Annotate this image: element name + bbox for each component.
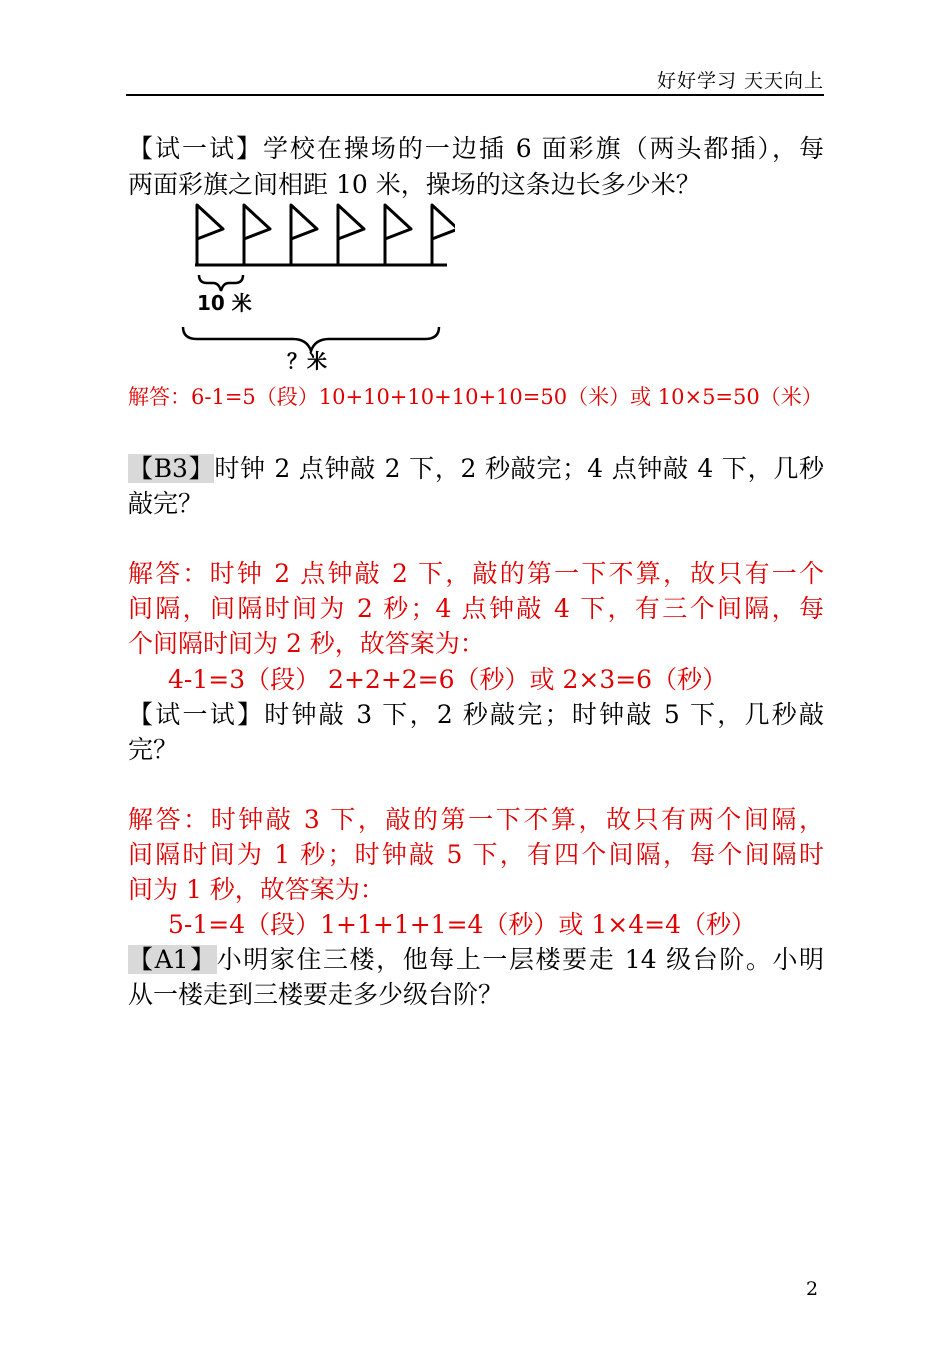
answer-b3-line4: 4-1=3（段） 2+2+2=6（秒）或 2×3=6（秒） bbox=[168, 665, 728, 694]
header-rule bbox=[126, 94, 824, 96]
a1-tag: 【A1】 bbox=[128, 945, 217, 974]
segment-label: 10 米 bbox=[197, 291, 252, 315]
problem1-line1: 【试一试】学校在操场的一边插 6 面彩旗（两头都插），每 bbox=[128, 134, 824, 163]
a1-text: 小明家住三楼，他每上一层楼要走 14 级台阶。小明 bbox=[216, 945, 824, 974]
a1-line2: 从一楼走到三楼要走多少级台阶？ bbox=[128, 980, 504, 1009]
flag-2 bbox=[244, 205, 270, 265]
flag-diagram bbox=[175, 195, 455, 380]
b3-line2: 敲完？ bbox=[128, 489, 204, 518]
page-number: 2 bbox=[806, 1278, 819, 1300]
flag-1 bbox=[197, 205, 223, 265]
problem2-line1: 【试一试】时钟敲 3 下，2 秒敲完；时钟敲 5 下，几秒敲 bbox=[128, 700, 824, 729]
flag-6 bbox=[432, 205, 455, 265]
total-label: ？米 bbox=[287, 349, 327, 373]
answer2-line4: 5-1=4（段）1+1+1+1=4（秒）或 1×4=4（秒） bbox=[168, 910, 756, 939]
b3-tag: 【B3】 bbox=[128, 454, 215, 483]
flag-4 bbox=[338, 205, 364, 265]
answer-b3-line2: 间隔，间隔时间为 2 秒；4 点钟敲 4 下，有三个间隔，每 bbox=[128, 594, 824, 623]
answer1: 解答：6-1=5（段）10+10+10+10+10=50（米）或 10×5=50（米） bbox=[128, 385, 823, 409]
answer2-line1: 解答：时钟敲 3 下，敲的第一下不算，故只有两个间隔， bbox=[128, 805, 824, 834]
flags-group bbox=[197, 205, 455, 265]
flag-5 bbox=[385, 205, 411, 265]
flag-3 bbox=[291, 205, 317, 265]
answer2-line2: 间隔时间为 1 秒；时钟敲 5 下，有四个间隔，每个间隔时 bbox=[128, 840, 824, 869]
a1-line1 bbox=[128, 943, 824, 977]
answer2-line3: 间为 1 秒，故答案为： bbox=[128, 875, 385, 904]
b3-text: 时钟 2 点钟敲 2 下，2 秒敲完；4 点钟敲 4 下，几秒 bbox=[214, 454, 825, 483]
answer-b3-line1: 解答：时钟 2 点钟敲 2 下，敲的第一下不算，故只有一个 bbox=[128, 559, 824, 588]
problem1-line2: 两面彩旗之间相距 10 米，操场的这条边长多少米？ bbox=[128, 170, 701, 199]
b3-line1 bbox=[128, 452, 824, 486]
page-header: 好好学习 天天向上 bbox=[656, 70, 824, 92]
answer-b3-line3: 个间隔时间为 2 秒，故答案为： bbox=[128, 629, 485, 658]
problem2-line2: 完？ bbox=[128, 735, 179, 764]
